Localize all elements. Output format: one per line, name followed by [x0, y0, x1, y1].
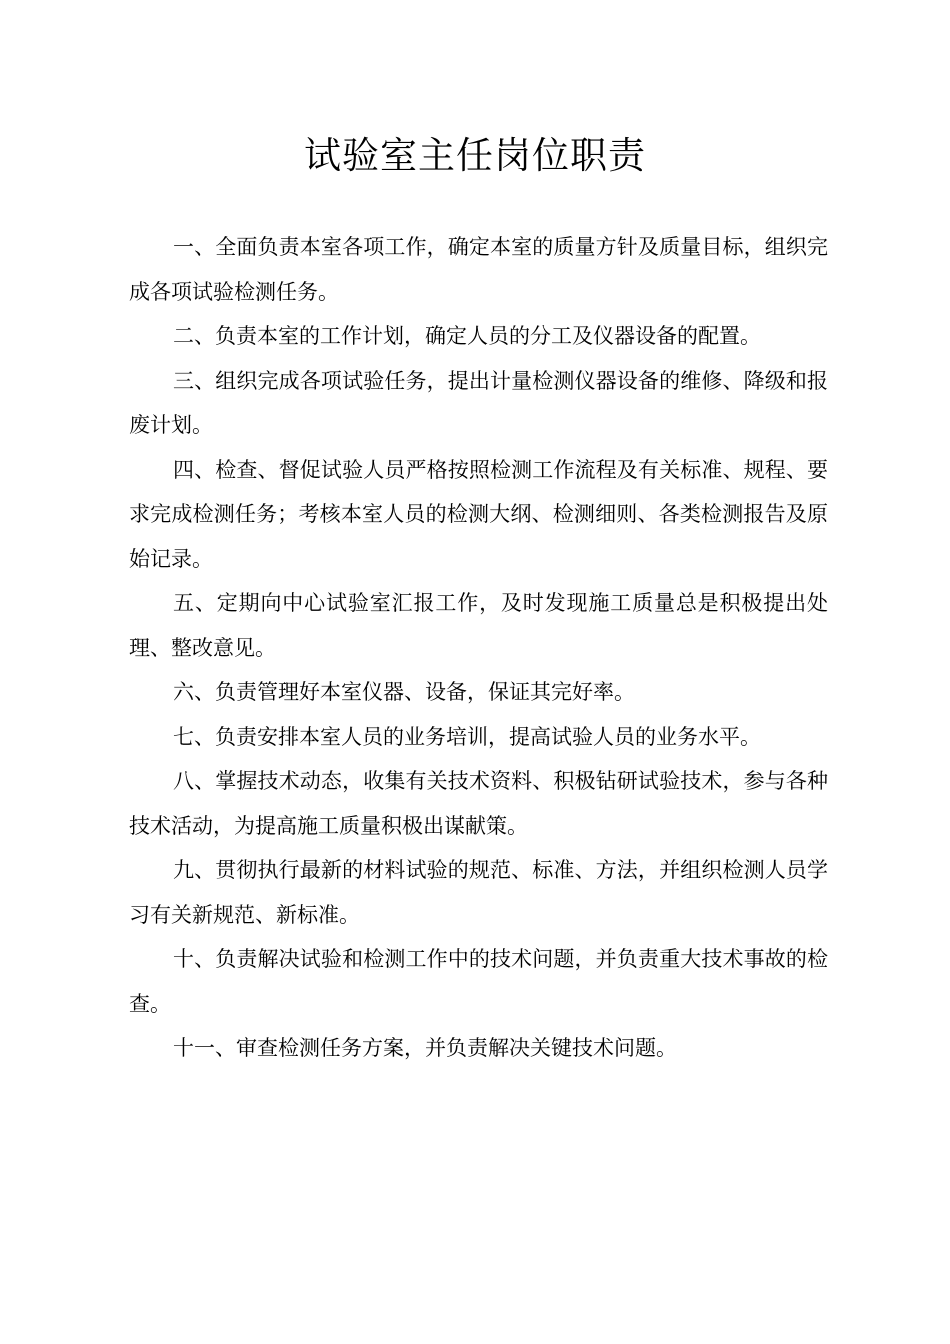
- document-title: 试验室主任岗位职责: [304, 134, 646, 177]
- duty-paragraph-8: 八、掌握技术动态，收集有关技术资料、积极钻研试验技术，参与各种技术活动，为提高施工质量积极出谋献策。: [129, 769, 828, 838]
- duty-paragraph-4: 四、检查、督促试验人员严格按照检测工作流程及有关标准、规程、要求完成检测任务；考核本室人员的检测大纲、检测细则、各类检测报告及原始记录。: [129, 457, 828, 571]
- duty-paragraph-2: 二、负责本室的工作计划，确定人员的分工及仪器设备的配置。: [173, 324, 761, 348]
- duty-paragraph-1: 一、全面负责本室各项工作，确定本室的质量方针及质量目标，组织完成各项试验检测任务。: [129, 235, 828, 304]
- duty-paragraph-7: 七、负责安排本室人员的业务培训，提高试验人员的业务水平。: [173, 724, 761, 749]
- duty-paragraph-11: 十一、审查检测任务方案，并负责解决关键技术问题。: [173, 1036, 677, 1060]
- duty-paragraph-9: 九、贯彻执行最新的材料试验的规范、标准、方法，并组织检测人员学习有关新规范、新标准。: [129, 858, 828, 927]
- duty-paragraph-10: 十、负责解决试验和检测工作中的技术问题，并负责重大技术事故的检查。: [129, 947, 828, 1016]
- duty-paragraph-6: 六、负责管理好本室仪器、设备，保证其完好率。: [173, 680, 635, 704]
- duty-paragraph-5: 五、定期向中心试验室汇报工作，及时发现施工质量总是积极提出处理、整改意见。: [129, 591, 828, 660]
- duty-paragraph-3: 三、组织完成各项试验任务，提出计量检测仪器设备的维修、降级和报废计划。: [129, 368, 828, 437]
- document-body: [129, 225, 828, 1071]
